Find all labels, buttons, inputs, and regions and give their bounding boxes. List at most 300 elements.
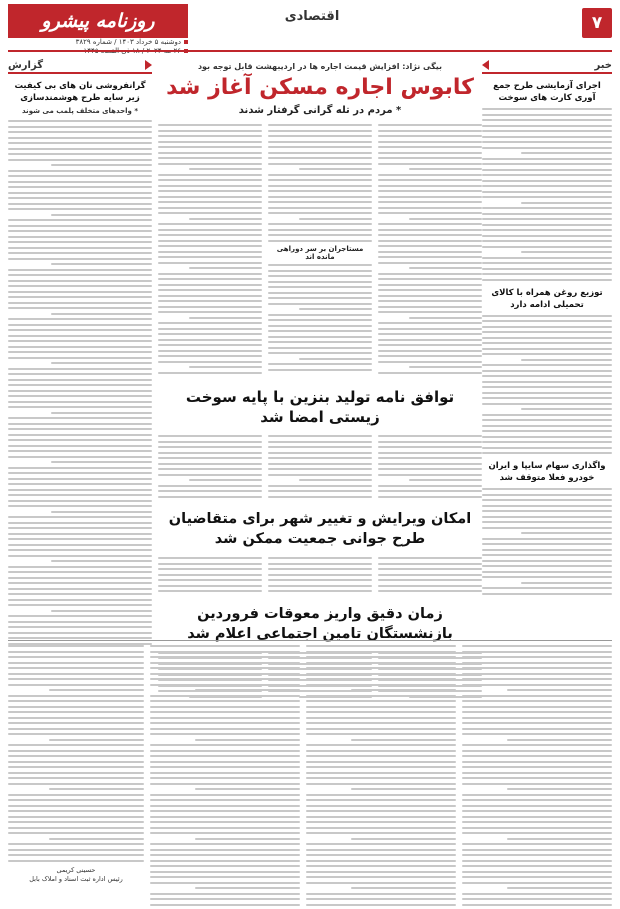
- text-line: [462, 876, 612, 878]
- text-line: [51, 461, 152, 463]
- text-line: [482, 375, 612, 377]
- text-line: [462, 684, 612, 686]
- text-line: [158, 355, 262, 357]
- text-line: [8, 428, 152, 430]
- text-line: [482, 185, 612, 187]
- text-line: [8, 533, 152, 535]
- text-line: [507, 838, 612, 840]
- text-line: [49, 788, 144, 790]
- text-line: [462, 832, 612, 834]
- notice-column: [462, 645, 612, 909]
- text-line: [482, 331, 612, 333]
- text-column: [268, 557, 372, 596]
- text-line: [482, 436, 612, 438]
- text-line: [378, 251, 482, 253]
- text-line: [158, 333, 262, 335]
- text-line: [306, 821, 456, 823]
- text-line: [189, 168, 262, 170]
- text-line: [306, 898, 456, 900]
- text-line: [306, 772, 456, 774]
- text-line: [158, 372, 262, 374]
- text-line: [150, 645, 300, 647]
- text-line: [268, 234, 372, 236]
- text-line: [8, 324, 152, 326]
- text-line: [268, 207, 372, 209]
- text-line: [150, 711, 300, 713]
- text-line: [158, 490, 262, 492]
- text-line: [482, 147, 612, 149]
- text-line: [378, 446, 482, 448]
- text-line: [378, 457, 482, 459]
- text-line: [306, 854, 456, 856]
- text-line: [482, 527, 612, 529]
- text-line: [8, 527, 152, 529]
- text-line: [482, 125, 612, 127]
- text-line: [462, 673, 612, 675]
- text-line: [482, 320, 612, 322]
- text-line: [482, 403, 612, 405]
- text-line: [268, 275, 372, 277]
- text-line: [158, 585, 262, 587]
- text-line: [462, 871, 612, 873]
- text-line: [306, 783, 456, 785]
- text-line: [8, 744, 144, 746]
- text-line: [8, 827, 144, 829]
- text-line: [8, 192, 152, 194]
- text-line: [521, 582, 612, 584]
- text-line: [462, 656, 612, 658]
- text-line: [158, 563, 262, 565]
- text-line: [51, 560, 152, 562]
- text-line: [409, 366, 482, 368]
- text-line: [8, 181, 152, 183]
- text-line: [8, 351, 152, 353]
- text-line: [462, 700, 612, 702]
- text-line: [378, 278, 482, 280]
- text-line: [268, 585, 372, 587]
- text-line: [158, 130, 262, 132]
- text-line: [378, 157, 482, 159]
- text-line: [482, 169, 612, 171]
- text-line: [150, 662, 300, 664]
- text-line: [306, 832, 456, 834]
- text-line: [378, 350, 482, 352]
- text-line: [378, 207, 482, 209]
- text-line: [268, 130, 372, 132]
- text-line: [150, 816, 300, 818]
- text-line: [8, 816, 144, 818]
- text-line: [158, 435, 262, 437]
- text-line: [8, 772, 144, 774]
- text-line: [299, 308, 372, 310]
- text-line: [378, 339, 482, 341]
- arrow-icon: [145, 60, 152, 70]
- signature-name: حسینی کریمی: [56, 865, 96, 874]
- text-line: [158, 163, 262, 165]
- news-header-label: خبر: [594, 59, 612, 71]
- story-title: اجرای آزمایشی طرح جمع آوری کارت های سوخت: [493, 81, 601, 103]
- text-line: [8, 805, 144, 807]
- text-line: [306, 678, 456, 680]
- text-line: [158, 190, 262, 192]
- story-body: [158, 557, 482, 596]
- text-line: [378, 311, 482, 313]
- text-line: [150, 651, 300, 653]
- text-line: [482, 174, 612, 176]
- text-line: [150, 849, 300, 851]
- issue-date: دوشنبه ۵ خرداد ۱۴۰۳ / شماره ۳۸۲۹: [75, 38, 181, 46]
- text-line: [189, 267, 262, 269]
- text-line: [482, 246, 612, 248]
- text-line: [268, 435, 372, 437]
- text-line: [51, 362, 152, 364]
- text-line: [306, 684, 456, 686]
- text-line: [462, 843, 612, 845]
- text-line: [8, 632, 152, 634]
- text-line: [482, 430, 612, 432]
- text-line: [378, 212, 482, 214]
- text-line: [8, 357, 152, 359]
- text-line: [158, 135, 262, 137]
- text-line: [306, 711, 456, 713]
- text-line: [268, 303, 372, 305]
- text-line: [195, 887, 300, 889]
- text-line: [378, 273, 482, 275]
- text-line: [306, 673, 456, 675]
- story-headline: توافق نامه تولید بنزین با پایه سوخت زیستی امضا شد: [185, 388, 455, 426]
- text-line: [8, 711, 144, 713]
- text-line: [482, 576, 612, 578]
- text-line: [8, 445, 152, 447]
- section-title: اقتصادی: [284, 9, 340, 24]
- text-line: [49, 689, 144, 691]
- text-line: [150, 772, 300, 774]
- text-line: [8, 142, 152, 144]
- text-line: [306, 667, 456, 669]
- text-line: [409, 267, 482, 269]
- text-line: [482, 119, 612, 121]
- news-column: [482, 58, 612, 638]
- text-line: [158, 251, 262, 253]
- text-line: [378, 490, 482, 492]
- text-line: [378, 557, 482, 559]
- inline-subheading: مستاجران بر سر دوراهی مانده اند: [276, 245, 364, 261]
- text-line: [462, 744, 612, 746]
- text-line: [8, 684, 144, 686]
- text-line: [462, 865, 612, 867]
- text-line: [482, 560, 612, 562]
- text-line: [521, 408, 612, 410]
- text-line: [195, 689, 300, 691]
- text-line: [462, 678, 612, 680]
- text-line: [462, 755, 612, 757]
- text-line: [158, 457, 262, 459]
- text-line: [268, 468, 372, 470]
- text-line: [8, 395, 152, 397]
- text-line: [306, 799, 456, 801]
- text-line: [150, 678, 300, 680]
- text-line: [8, 307, 152, 309]
- text-line: [158, 278, 262, 280]
- text-line: [158, 590, 262, 592]
- text-line: [150, 777, 300, 779]
- text-line: [150, 893, 300, 895]
- text-line: [482, 240, 612, 242]
- text-line: [268, 212, 372, 214]
- text-line: [306, 904, 456, 906]
- text-line: [8, 434, 152, 436]
- text-line: [268, 286, 372, 288]
- text-line: [8, 766, 144, 768]
- text-line: [158, 234, 262, 236]
- text-line: [150, 799, 300, 801]
- text-line: [150, 876, 300, 878]
- text-line: [462, 783, 612, 785]
- text-line: [482, 268, 612, 270]
- text-line: [8, 810, 144, 812]
- text-line: [462, 893, 612, 895]
- text-line: [378, 196, 482, 198]
- text-line: [378, 284, 482, 286]
- text-line: [8, 478, 152, 480]
- text-line: [351, 887, 456, 889]
- top-rule: [8, 50, 612, 52]
- text-line: [8, 423, 152, 425]
- text-line: [8, 662, 144, 664]
- text-line: [150, 744, 300, 746]
- text-column: [378, 435, 482, 501]
- issue-info: [8, 38, 188, 56]
- text-line: [482, 180, 612, 182]
- text-line: [378, 234, 482, 236]
- text-line: [378, 372, 482, 374]
- text-line: [378, 289, 482, 291]
- text-line: [268, 579, 372, 581]
- text-line: [150, 766, 300, 768]
- text-line: [482, 158, 612, 160]
- text-line: [268, 141, 372, 143]
- text-line: [8, 137, 152, 139]
- text-line: [507, 739, 612, 741]
- text-line: [306, 645, 456, 647]
- text-line: [268, 264, 372, 266]
- text-line: [462, 794, 612, 796]
- text-line: [8, 456, 152, 458]
- text-line: [150, 832, 300, 834]
- text-line: [482, 273, 612, 275]
- text-line: [268, 490, 372, 492]
- text-column: [158, 435, 262, 501]
- text-line: [150, 761, 300, 763]
- text-line: [306, 810, 456, 812]
- text-line: [8, 516, 152, 518]
- text-line: [158, 185, 262, 187]
- text-line: [462, 777, 612, 779]
- text-column: [268, 124, 372, 377]
- text-line: [8, 483, 152, 485]
- text-line: [150, 810, 300, 812]
- text-line: [462, 799, 612, 801]
- text-line: [51, 263, 152, 265]
- text-line: [268, 281, 372, 283]
- text-line: [8, 555, 152, 557]
- text-line: [482, 326, 612, 328]
- text-line: [150, 700, 300, 702]
- text-line: [150, 733, 300, 735]
- text-line: [299, 218, 372, 220]
- legal-notices: [8, 640, 612, 883]
- text-line: [8, 673, 144, 675]
- text-line: [299, 168, 372, 170]
- text-line: [8, 417, 152, 419]
- text-line: [482, 510, 612, 512]
- text-line: [409, 168, 482, 170]
- text-line: [8, 186, 152, 188]
- text-line: [268, 352, 372, 354]
- text-line: [8, 854, 144, 856]
- text-line: [268, 590, 372, 592]
- text-line: [462, 860, 612, 862]
- text-line: [378, 190, 482, 192]
- text-line: [268, 341, 372, 343]
- text-line: [482, 565, 612, 567]
- text-line: [462, 717, 612, 719]
- newspaper-logo: روزنامه پیشرو: [8, 4, 188, 38]
- text-line: [482, 141, 612, 143]
- text-line: [306, 656, 456, 658]
- text-line: [8, 733, 144, 735]
- main-story-body: [158, 124, 482, 377]
- text-line: [306, 755, 456, 757]
- story-body: [482, 108, 612, 281]
- text-line: [150, 898, 300, 900]
- text-column: [378, 557, 482, 596]
- text-line: [306, 860, 456, 862]
- report-header-label: گزارش: [8, 59, 44, 71]
- text-line: [150, 684, 300, 686]
- text-line: [8, 615, 152, 617]
- text-line: [306, 651, 456, 653]
- text-line: [8, 849, 144, 851]
- text-line: [8, 755, 144, 757]
- text-line: [8, 695, 144, 697]
- text-line: [351, 689, 456, 691]
- headline-kicker: بیگی نژاد: افزایش قیمت اجاره ها در اردیبهشت قابل توجه بود: [197, 62, 443, 71]
- text-line: [158, 207, 262, 209]
- text-line: [8, 335, 152, 337]
- text-line: [482, 425, 612, 427]
- text-line: [8, 406, 152, 408]
- text-line: [8, 384, 152, 386]
- text-line: [8, 379, 152, 381]
- text-line: [268, 314, 372, 316]
- text-line: [195, 739, 300, 741]
- text-line: [306, 871, 456, 873]
- text-column: [158, 557, 262, 596]
- text-line: [268, 174, 372, 176]
- text-line: [268, 568, 372, 570]
- text-line: [8, 832, 144, 834]
- text-line: [195, 838, 300, 840]
- text-line: [378, 240, 482, 242]
- text-line: [158, 295, 262, 297]
- text-line: [482, 494, 612, 496]
- text-line: [268, 446, 372, 448]
- text-line: [150, 695, 300, 697]
- text-line: [268, 557, 372, 559]
- text-line: [521, 251, 612, 253]
- text-line: [8, 467, 152, 469]
- text-line: [158, 273, 262, 275]
- text-line: [462, 667, 612, 669]
- text-line: [482, 114, 612, 116]
- text-line: [378, 262, 482, 264]
- text-line: [482, 257, 612, 259]
- text-line: [306, 849, 456, 851]
- text-line: [150, 750, 300, 752]
- text-line: [158, 240, 262, 242]
- text-line: [462, 898, 612, 900]
- text-line: [158, 322, 262, 324]
- text-line: [462, 766, 612, 768]
- text-line: [8, 750, 144, 752]
- text-line: [268, 196, 372, 198]
- text-line: [462, 827, 612, 829]
- text-line: [378, 130, 482, 132]
- report-title: گرانفروشی نان های بی کیفیت زیر سایه طرح هوشمندسازی: [14, 81, 146, 103]
- text-line: [8, 544, 152, 546]
- story-headline: زمان دقیق واریز معوقات فروردین بازنشستگان تامین اجتماعی اعلام شد: [187, 605, 453, 642]
- text-line: [378, 361, 482, 363]
- text-line: [482, 353, 612, 355]
- text-line: [8, 604, 152, 606]
- text-line: [482, 414, 612, 416]
- text-line: [482, 549, 612, 551]
- text-line: [51, 214, 152, 216]
- text-line: [268, 124, 372, 126]
- text-line: [158, 201, 262, 203]
- text-line: [158, 474, 262, 476]
- text-line: [521, 359, 612, 361]
- text-line: [268, 369, 372, 371]
- text-line: [150, 843, 300, 845]
- text-line: [378, 590, 482, 592]
- story-body: [482, 315, 612, 455]
- text-line: [8, 794, 144, 796]
- text-line: [462, 662, 612, 664]
- text-line: [150, 827, 300, 829]
- text-line: [8, 582, 152, 584]
- text-line: [189, 218, 262, 220]
- text-line: [268, 363, 372, 365]
- text-line: [189, 366, 262, 368]
- text-line: [462, 772, 612, 774]
- text-line: [150, 728, 300, 730]
- text-line: [462, 722, 612, 724]
- text-line: [378, 328, 482, 330]
- text-line: [306, 805, 456, 807]
- text-line: [482, 342, 612, 344]
- text-line: [8, 153, 152, 155]
- story-body: [158, 435, 482, 501]
- text-line: [378, 441, 482, 443]
- text-line: [158, 468, 262, 470]
- text-line: [8, 700, 144, 702]
- text-line: [521, 152, 612, 154]
- text-line: [482, 337, 612, 339]
- text-line: [8, 390, 152, 392]
- text-line: [268, 146, 372, 148]
